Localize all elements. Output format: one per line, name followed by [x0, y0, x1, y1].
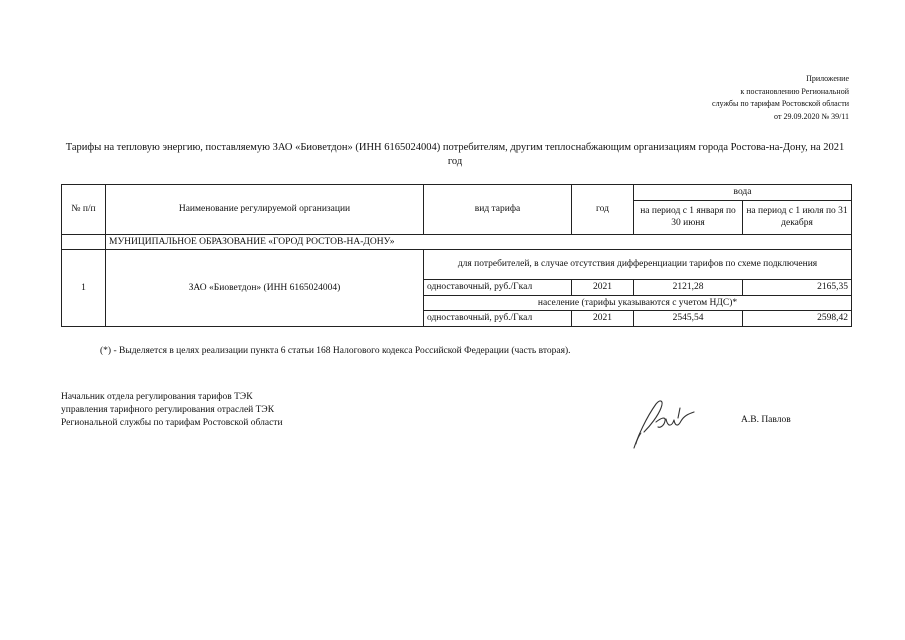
appendix-line: службы по тарифам Ростовской области: [712, 99, 849, 108]
appendix-header: [609, 73, 849, 123]
municipality-row: МУНИЦИПАЛЬНОЕ ОБРАЗОВАНИЕ «ГОРОД РОСТОВ-НА-ДОНУ»: [106, 234, 852, 250]
header-water: вода: [634, 185, 852, 201]
document-title: Тарифы на тепловую энергию, поставляемую ЗАО «Биоветдон» (ИНН 6165024004) потребителям, другим теплоснабжающим организациям города Ростова-на-Дону, на 2021 год: [65, 142, 845, 167]
tariff-table: [61, 184, 852, 327]
appendix-line: от 29.09.2020 № 39/11: [774, 111, 849, 121]
position-line: управления тарифного регулирования отраслей ТЭК: [61, 405, 275, 415]
header-tariff-type: вид тарифа: [424, 185, 572, 235]
header-year: год: [572, 185, 634, 235]
row-number: 1: [62, 250, 106, 327]
header-org: Наименование регулируемой организации: [106, 185, 424, 235]
value-period-2: 2598,42: [743, 311, 852, 327]
organization-name: ЗАО «Биоветдон» (ИНН 6165024004): [106, 250, 424, 327]
appendix-line: к постановлению Региональной: [740, 86, 849, 96]
value-period-2: 2165,35: [743, 280, 852, 296]
year-cell: 2021: [572, 280, 634, 296]
group-label: население (тарифы указываются с учетом НДС)*: [424, 295, 852, 311]
value-period-1: 2121,28: [634, 280, 743, 296]
tariff-type-cell: одноставочный, руб./Гкал: [424, 280, 572, 296]
appendix-line: Приложение: [806, 74, 849, 83]
header-num: № п/п: [62, 185, 106, 235]
footnote: (*) - Выделяется в целях реализации пункта 6 статьи 168 Налогового кодекса Российской Федерации (часть вторая).: [100, 346, 571, 356]
year-cell: 2021: [572, 311, 634, 327]
handwritten-signature: [628, 396, 710, 452]
header-period-2: на период с 1 июля по 31 декабря: [743, 200, 852, 234]
position-line: Начальник отдела регулирования тарифов ТЭК: [61, 392, 253, 402]
signatory-name: А.В. Павлов: [741, 415, 791, 425]
signatory-position: [61, 391, 283, 430]
tariff-type-cell: одноставочный, руб./Гкал: [424, 311, 572, 327]
position-line: Региональной службы по тарифам Ростовской области: [61, 418, 283, 428]
empty-cell: [62, 234, 106, 250]
group-label: для потребителей, в случае отсутствия дифференциации тарифов по схеме подключения: [424, 250, 852, 280]
value-period-1: 2545,54: [634, 311, 743, 327]
header-period-1: на период с 1 января по 30 июня: [634, 200, 743, 234]
